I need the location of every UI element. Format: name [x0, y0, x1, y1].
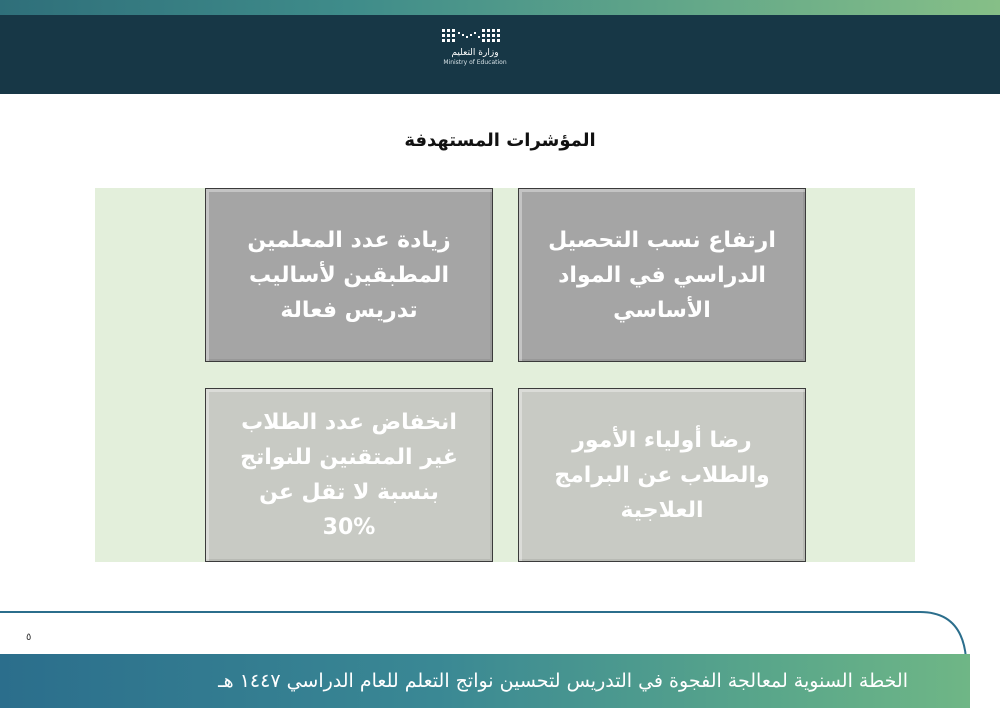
- logo-english-text: Ministry of Education: [443, 59, 507, 66]
- ministry-logo: [430, 26, 520, 82]
- indicator-card-teachers: [205, 188, 493, 362]
- indicator-text: زيادة عدد المعلمين المطبقين لأساليب تدريس فعالة: [247, 227, 451, 323]
- top-accent-stripe: [0, 0, 1000, 15]
- footer-text: الخطة السنوية لمعالجة الفجوة في التدريس لتحسين نواتج التعلم للعام الدراسي ١٤٤٧ هـ: [218, 670, 908, 692]
- page-number: ٥: [26, 632, 32, 643]
- indicator-text: رضا أولياء الأمور والطلاب عن البرامج العلاجية: [554, 427, 770, 523]
- indicator-text: انخفاض عدد الطلاب غير المتقنين للنواتج بنسبة لا تقل عن: [240, 410, 458, 505]
- indicator-card-achievement: [518, 188, 806, 362]
- logo-arabic-text: وزارة التعليم: [451, 48, 499, 58]
- footer-banner: [0, 654, 970, 708]
- indicator-card-satisfaction: [518, 388, 806, 562]
- logo-dots-icon: [440, 26, 510, 46]
- indicator-card-reduction: [205, 388, 493, 562]
- indicator-percentage: 30%: [322, 515, 376, 540]
- page-title: المؤشرات المستهدفة: [404, 130, 596, 151]
- indicator-text: ارتفاع نسب التحصيل الدراسي في المواد الأساسي: [548, 227, 776, 323]
